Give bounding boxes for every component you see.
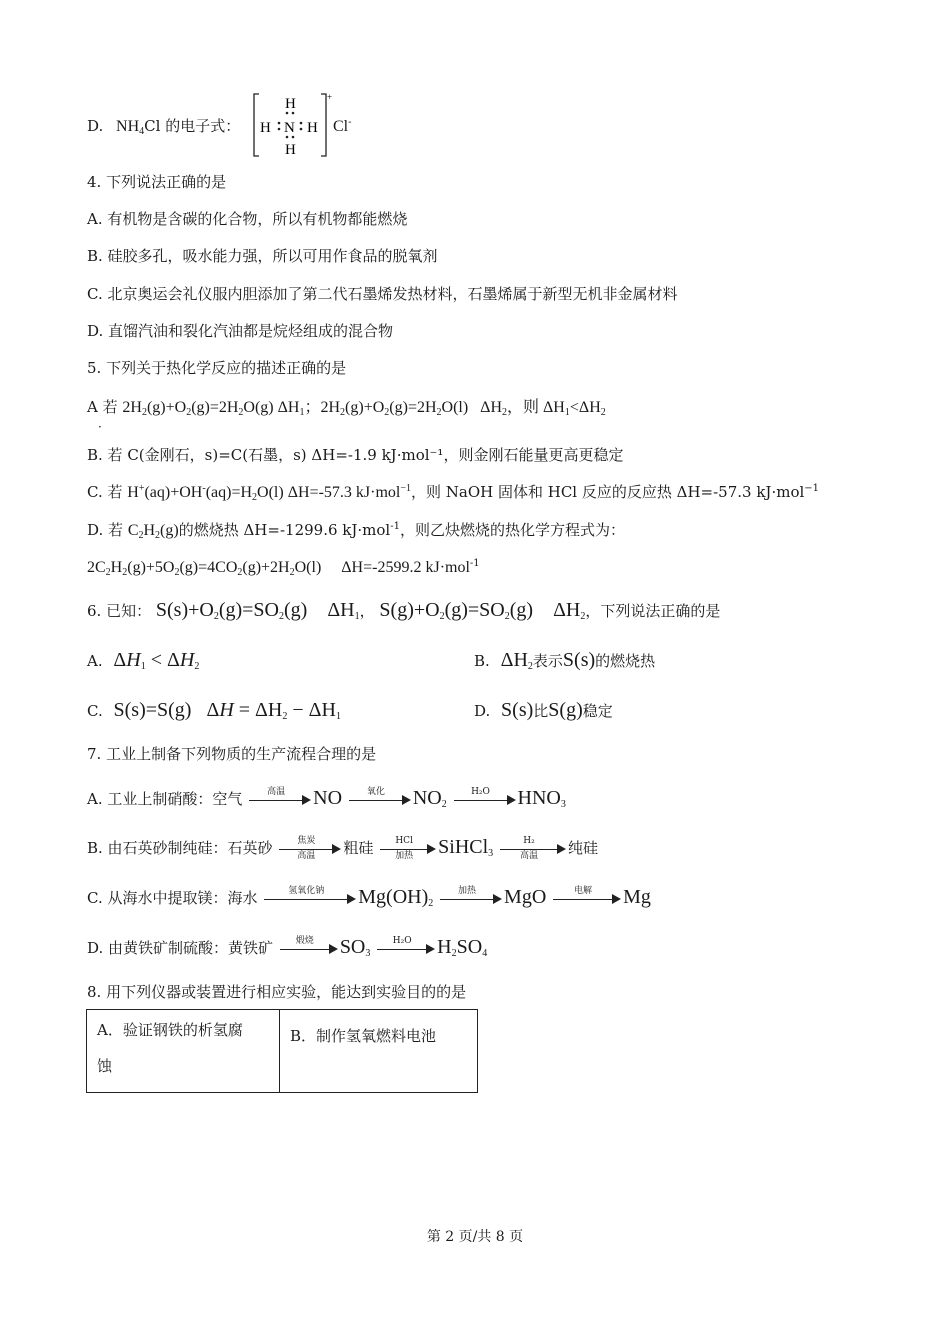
q8-cell-a: A．验证钢铁的析氢腐 蚀 (87, 1010, 280, 1093)
q5-option-b: B. 若 C(金刚石，s)=C(石墨，s) ΔH=-1.9 kJ·mol⁻¹，则金刚石能量更高更稳定 (87, 446, 624, 464)
q7-option-d: D. 由黄铁矿制硫酸：黄铁矿 煅烧 $SO_3$ H₂O $H_2SO_4$ (87, 936, 488, 959)
nh4cl-formula: $NH_4$ (116, 118, 145, 137)
arrow-icon: 煅烧 (280, 938, 338, 960)
q3-option-d (87, 116, 240, 137)
q7-option-a: A. 工业上制硝酸：空气 高温 NO 氧化 $NO_2$ H₂O $HNO_3$ (87, 787, 566, 810)
q7-option-b: B. 由石英砂制纯硅：石英砂 焦炭 高温 粗硅 HCl 加热 SiHCl$_3$ H₂ 高温 纯硅 (87, 836, 598, 861)
q3-d-text: Cl 的电子式： (144, 117, 241, 135)
q6-option-a: A. $\Delta H_1 < \Delta H_2$ (87, 649, 200, 672)
arrow-icon: HCl 加热 (380, 838, 436, 860)
lewis-n: N (284, 120, 295, 136)
q5-option-d: D. 若 $C_2H_2(g)$的燃烧热 ΔH=-1299.6 kJ·mol$^{-1}$，则乙炔燃烧的热化学方程式为： (87, 521, 625, 541)
page-footer: 第 2 页/共 8 页 (426, 1229, 524, 1245)
q6-option-d: D. S(s)比S(g)稳定 (474, 699, 613, 721)
arrow-icon: H₂ 高温 (500, 838, 566, 860)
q4-option-c: C. 北京奥运会礼仪服内胆添加了第二代石墨烯发热材料，石墨烯属于新型无机非金属材料 (87, 285, 678, 303)
q5-option-d-equation: $2C_2H_2(g)+5O_2(g)=4CO_2(g)+2H_2O(l)$ ΔH=-2599.2 kJ·mol$^{-1}$ (87, 558, 480, 578)
q6-stem: 6. 已知： $S(s)+O_2(g)=SO_2(g)$ $\Delta H_1$， $S(g)+O_2(g)=SO_2(g)$ $\Delta H_2$，下列说法正确的是 (87, 599, 721, 622)
lewis-h-left: H (260, 120, 271, 136)
q4-stem: 4. 下列说法正确的是 (87, 173, 227, 191)
emphasis-dot: · (98, 420, 102, 434)
arrow-icon: 电解 (553, 888, 621, 910)
arrow-icon: 焦炭 高温 (279, 838, 341, 860)
arrow-icon: H₂O (377, 938, 435, 960)
arrow-icon: 高温 (249, 789, 311, 811)
lewis-h-right: H (307, 120, 318, 136)
chloride-ion: Cl- (333, 117, 352, 135)
arrow-icon: 加热 (440, 888, 502, 910)
lewis-h-bottom: H (285, 142, 296, 158)
q3-d-label: D. (87, 117, 104, 135)
q4-option-a: A. 有机物是含碳的化合物，所以有机物都能燃烧 (87, 210, 408, 228)
q7-option-c: C. 从海水中提取镁：海水 氢氧化钠 $Mg(OH)_2$ 加热 MgO 电解 Mg (87, 886, 651, 909)
q6-option-b: B. $\Delta H_2$表示S(s)的燃烧热 (474, 649, 656, 672)
q8-stem: 8. 用下列仪器或装置进行相应实验，能达到实验目的的是 (87, 983, 467, 1001)
q8-options-table (86, 1009, 478, 1093)
q4-option-b: B. 硅胶多孔，吸水能力强，所以可用作食品的脱氧剂 (87, 247, 438, 265)
q7-stem: 7. 工业上制备下列物质的生产流程合理的是 (87, 745, 377, 763)
q8-cell-b: B．制作氢氧燃料电池 (280, 1010, 478, 1093)
q4-option-d: D. 直馏汽油和裂化汽油都是烷烃组成的混合物 (87, 322, 394, 340)
nh4cl-lewis-structure (250, 92, 333, 158)
q5-option-a: A 若 $2H_2(g)+O_2(g)=2H_2O(g)$ $\Delta H_1$；$2H_2(g)+O_2(g)=2H_2O(l)$ $\Delta H_2$，则 $\Delta H_1<\Delta H_2$ (87, 398, 606, 418)
q5-stem: 5. 下列关于热化学反应的描述正确的是 (87, 359, 347, 377)
q5-option-c: C. 若 $H^+(aq)+OH^-(aq)=H_2O(l)$ ΔH=-57.3 kJ·mol$^{-1}$，则 NaOH 固体和 HCl 反应的反应热 ΔH=-57.3 kJ·mol$^{-1}$ (87, 483, 820, 503)
q6-option-c: C. S(s)=S(g) $\Delta H = \Delta H_2 - \Delta H_1$ (87, 699, 341, 722)
lewis-charge: + (327, 92, 333, 102)
arrow-icon: 氧化 (349, 789, 411, 811)
arrow-icon: H₂O (454, 789, 516, 811)
arrow-icon: 氢氧化钠 (264, 888, 356, 910)
lewis-h-top: H (285, 96, 296, 112)
